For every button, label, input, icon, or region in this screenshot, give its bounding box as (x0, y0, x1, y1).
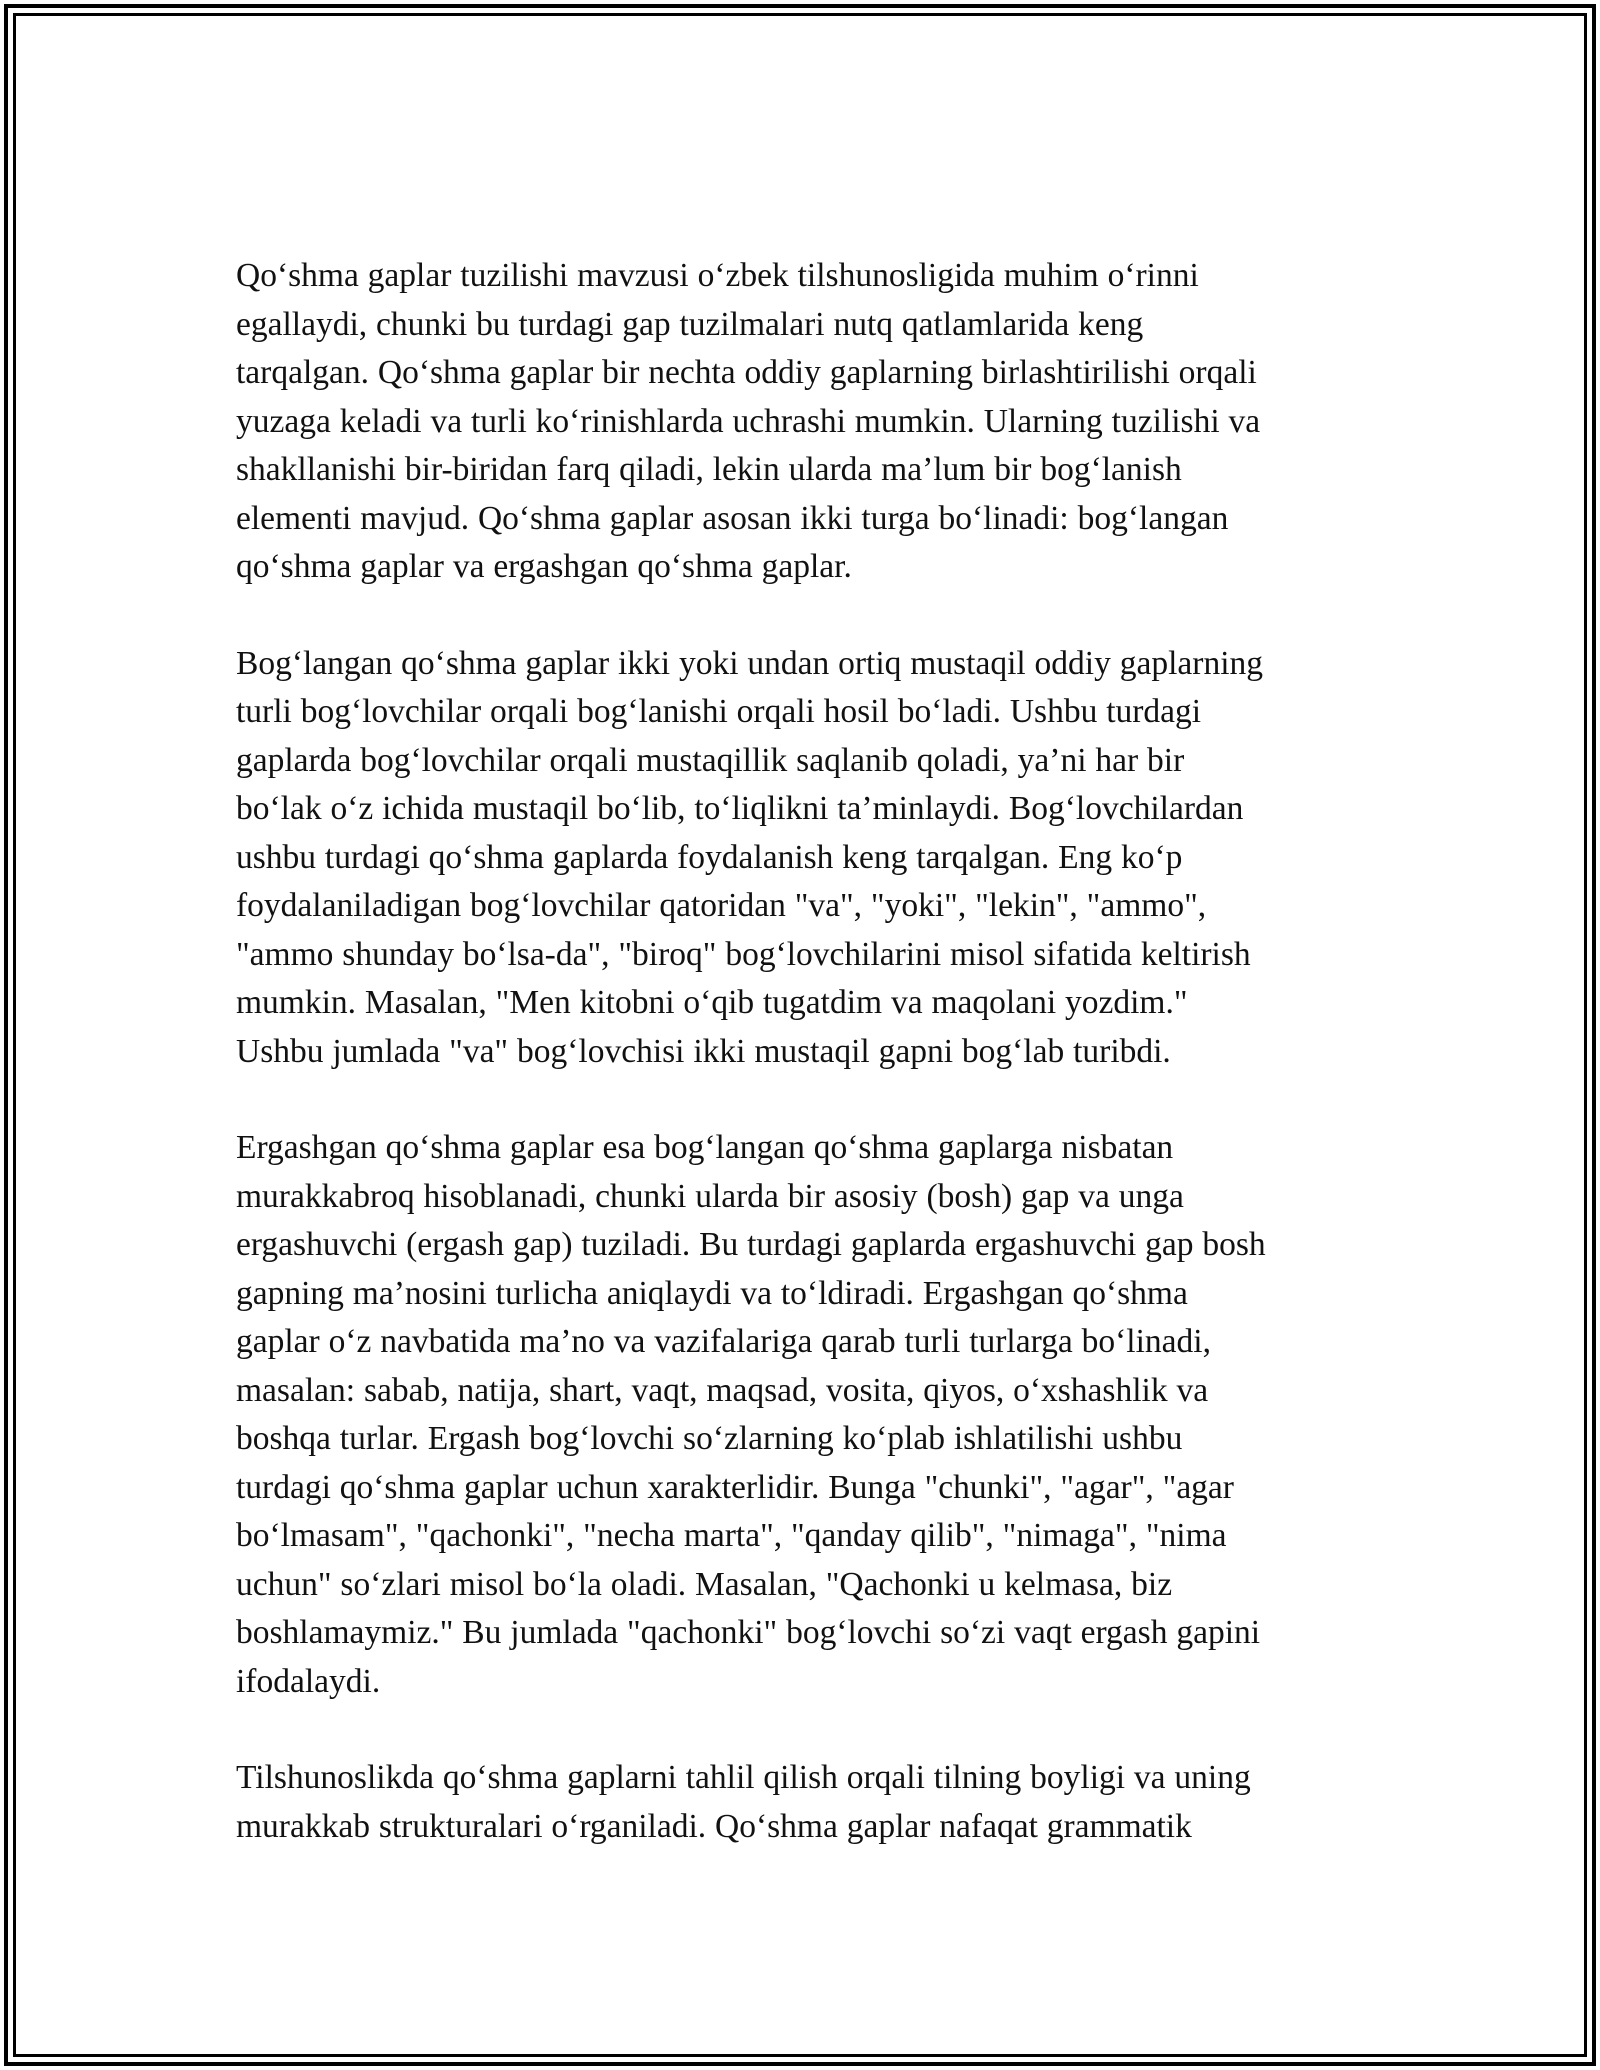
text-line: gapning ma’nosini turlicha aniqlaydi va to‘ldiradi. Ergashgan qo‘shma (236, 1274, 1188, 1312)
text-line: murakkab strukturalari o‘rganiladi. Qo‘shma gaplar nafaqat grammatik (236, 1807, 1192, 1845)
text-line: shakllanishi bir-biridan farq qiladi, lekin ularda ma’lum bir bog‘lanish (236, 451, 1182, 488)
paragraph-2 (236, 640, 1372, 1077)
text-line: elementi mavjud. Qo‘shma gaplar asosan ikki turga bo‘linadi: bog‘langan (236, 499, 1229, 537)
document-body (236, 252, 1372, 1899)
text-line: masalan: sabab, natija, shart, vaqt, maqsad, vosita, qiyos, o‘xshashlik va (236, 1371, 1209, 1409)
text-line: gaplar o‘z navbatida ma’no va vazifalariga qarab turli turlarga bo‘linadi, (236, 1323, 1211, 1360)
text-line: qo‘shma gaplar va ergashgan qo‘shma gaplar. (236, 548, 852, 585)
text-line: ergashuvchi (ergash gap) tuziladi. Bu turdagi gaplarda ergashuvchi gap bosh (236, 1226, 1266, 1263)
text-line: Ergashgan qo‘shma gaplar esa bog‘langan qo‘shma gaplarga nisbatan (236, 1129, 1174, 1166)
text-line: murakkabroq hisoblanadi, chunki ularda bir asosiy (bosh) gap va unga (236, 1177, 1184, 1215)
text-line: tarqalgan. Qo‘shma gaplar bir nechta oddiy gaplarning birlashtirilishi orqali (236, 354, 1257, 391)
text-line: uchun" so‘zlari misol bo‘la oladi. Masalan, "Qachonki u kelmasa, biz (236, 1565, 1173, 1603)
text-line: egallaydi, chunki bu turdagi gap tuzilmalari nutq qatlamlarida keng (236, 305, 1144, 343)
paragraph-4 (236, 1754, 1372, 1851)
text-line: "ammo shunday bo‘lsa-da", "biroq" bog‘lovchilarini misol sifatida keltirish (236, 935, 1251, 973)
text-line: ushbu turdagi qo‘shma gaplarda foydalanish keng tarqalgan. Eng ko‘p (236, 838, 1183, 876)
text-line: boshlamaymiz." Bu jumlada "qachonki" bog‘lovchi so‘zi vaqt ergash gapini (236, 1614, 1261, 1651)
text-line: Ushbu jumlada "va" bog‘lovchisi ikki mustaqil gapni bog‘lab turibdi. (236, 1032, 1171, 1070)
text-line: turli bog‘lovchilar orqali bog‘lanishi orqali hosil bo‘ladi. Ushbu turdagi (236, 693, 1202, 730)
text-line: Tilshunoslikda qo‘shma gaplarni tahlil qilish orqali tilning boyligi va uning (236, 1759, 1251, 1796)
text-line: bo‘lmasam", "qachonki", "necha marta", "qanday qilib", "nimaga", "nima (236, 1517, 1227, 1554)
paragraph-3 (236, 1124, 1372, 1706)
text-line: turdagi qo‘shma gaplar uchun xarakterlidir. Bunga "chunki", "agar", "agar (236, 1468, 1234, 1506)
text-line: yuzaga keladi va turli ko‘rinishlarda uchrashi mumkin. Ularning tuzilishi va (236, 402, 1261, 440)
text-line: bo‘lak o‘z ichida mustaqil bo‘lib, to‘liqlikni ta’minlaydi. Bog‘lovchilardan (236, 790, 1244, 827)
paragraph-1 (236, 252, 1372, 592)
text-line: ifodalaydi. (236, 1662, 381, 1700)
text-line: mumkin. Masalan, "Men kitobni o‘qib tugatdim va maqolani yozdim." (236, 984, 1188, 1021)
text-line: Qo‘shma gaplar tuzilishi mavzusi o‘zbek tilshunosligida muhim o‘rinni (236, 257, 1199, 294)
text-line: gaplarda bog‘lovchilar orqali mustaqillik saqlanib qoladi, ya’ni har bir (236, 741, 1185, 779)
text-line: boshqa turlar. Ergash bog‘lovchi so‘zlarning ko‘plab ishlatilishi ushbu (236, 1420, 1183, 1457)
text-line: Bog‘langan qo‘shma gaplar ikki yoki undan ortiq mustaqil oddiy gaplarning (236, 644, 1264, 682)
text-line: foydalaniladigan bog‘lovchilar qatoridan "va", "yoki", "lekin", "ammo", (236, 887, 1207, 924)
